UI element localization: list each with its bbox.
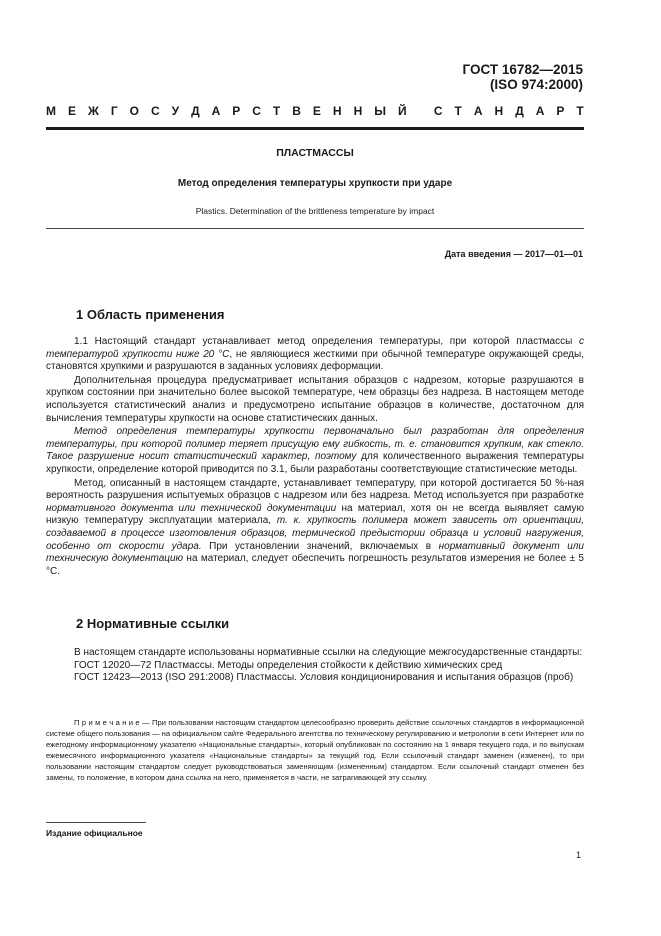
banner-letter: А bbox=[473, 104, 483, 118]
banner-letter: С bbox=[150, 104, 160, 118]
banner-letter: Е bbox=[312, 104, 321, 118]
doc-subtitle: Метод определения температуры хрупкости при ударе bbox=[177, 178, 453, 189]
banner-letter: О bbox=[129, 104, 139, 118]
note-block bbox=[46, 717, 584, 783]
interstate-standard-banner bbox=[46, 104, 584, 118]
english-title: Plastics. Determination of the brittleness temperature by impact bbox=[195, 206, 435, 216]
banner-letter: Г bbox=[110, 104, 118, 118]
ref-gost-12020: ГОСТ 12020—72 Пластмассы. Методы определения стойкости к действию химических сред bbox=[74, 659, 503, 671]
paragraph-1-1: 1.1 Настоящий стандарт устанавливает метод определения температуры, при которой пластмассы с температурой хрупкости ниже 20 °С, не являющиеся жесткими при обычной температуре окружающей среды, становятся хрупкими и разрушаются в заданных условиях деформации. bbox=[46, 336, 584, 373]
banner-letter: Н bbox=[494, 104, 504, 118]
note-label: П р и м е ч а н и е bbox=[74, 718, 140, 727]
banner-letter: Е bbox=[67, 104, 76, 118]
banner-letter: У bbox=[171, 104, 180, 118]
banner-letter: Д bbox=[191, 104, 200, 118]
banner-letter: Ы bbox=[374, 104, 386, 118]
section-2-heading: 2 Нормативные ссылки bbox=[76, 616, 230, 631]
page-number: 1 bbox=[575, 850, 581, 860]
edition-label: Издание официальное bbox=[46, 828, 143, 838]
iso-number: (ISO 974:2000) bbox=[489, 77, 583, 92]
banner-letter: Й bbox=[397, 104, 407, 118]
section-2-body bbox=[46, 647, 584, 685]
banner-letter: Р bbox=[556, 104, 565, 118]
paragraph-method: Метод, описанный в настоящем стандарте, устанавливает температуру, при которой достигается 50 %-ная вероятность разрушения испытуемых образцов с надрезом или без надреза. Метод используется при разработке нормативного документа или технической документации на материал, хотя он не всегда выявляет самую низкую температуру эксплуатации материала, т. к. хрупкость полимера может зависеть от ориентации, создаваемой в процессе изготовления образцов, термической предыстории образца и условий нагружения, особенно от скорости удара. При установлении значений, включаемых в нормативный документ или техническую документацию на материал, следует обеспечить погрешность результатов измерения не более ± 5 °С. bbox=[46, 477, 584, 577]
banner-letter: В bbox=[292, 104, 301, 118]
banner-letter bbox=[419, 104, 422, 118]
banner-letter: Н bbox=[332, 104, 342, 118]
banner-letter: Т bbox=[576, 104, 584, 118]
banner-letter: Т bbox=[272, 104, 281, 118]
banner-letter: А bbox=[535, 104, 545, 118]
banner-letter: С bbox=[433, 104, 443, 118]
banner-letter: Ж bbox=[87, 104, 99, 118]
banner-letter: Т bbox=[454, 104, 462, 118]
banner-letter: С bbox=[252, 104, 261, 118]
section-1-body bbox=[46, 336, 584, 578]
doc-title: ПЛАСТМАССЫ bbox=[276, 147, 354, 159]
banner-letter: М bbox=[46, 104, 56, 118]
paragraph-history: Метод определения температуры хрупкости первоначально был разработан для определения температуры, при которой полимер теряет присущую ему гибкость, т. е. становится хрупким, как стекло. Такое разрушение носит статистический характер, поэтому для количественного выражения температуры хрупкости, определение которой приводится по 3.1, были разработаны соответствующие статистические методы. bbox=[46, 426, 584, 475]
paragraph-additional: Дополнительная процедура предусматривает испытания образцов с надрезом, которые разрушаются в хрупком состоянии при значительно более высокой температуре, чем образцы без надреза. В настоящем методе используется статистический анализ и предусмотрено испытание образцов в количестве, достаточном для вычисления температуры хрупкости на основе статистических данных. bbox=[46, 374, 584, 424]
banner-letter: Р bbox=[232, 104, 241, 118]
section-1-heading: 1 Область применения bbox=[76, 307, 225, 322]
footer-rule bbox=[46, 822, 146, 823]
note-text: — При пользовании настоящим стандартом целесообразно проверить действие ссылочных стандартов в информационной системе общего пользования — на официальном сайте Федерального агентства по техническому регулированию и метрологии в сети Интернет или по ежегодному информационному указателю «Национальные стандарты», который опубликован по состоянию на 1 января текущего года, и по выпускам ежемесячного информационного указателя «Национальные стандарты» за текущий год. Если ссылочный стандарт заменен (изменен), то при пользовании настоящим стандартом следует руководствоваться заменяющим (измененным) стандартом. Если ссылочный стандарт отменен без замены, то положение, в котором дана ссылка на него, применяется в части, не затрагивающей эту ссылку. bbox=[46, 718, 584, 782]
banner-letter: Н bbox=[353, 104, 363, 118]
banner-letter: Д bbox=[515, 104, 524, 118]
refs-intro: В настоящем стандарте использованы нормативные ссылки на следующие межгосударственные стандарты: bbox=[74, 647, 583, 658]
title-rule bbox=[46, 228, 584, 229]
banner-letter: А bbox=[211, 104, 221, 118]
ref-gost-12423: ГОСТ 12423—2013 (ISO 291:2008) Пластмассы. Условия кондиционирования и испытания образцов (проб) bbox=[74, 672, 574, 684]
intro-date: Дата введения — 2017—01—01 bbox=[444, 249, 583, 259]
banner-rule bbox=[46, 127, 584, 130]
standard-number: ГОСТ 16782—2015 bbox=[462, 62, 583, 77]
